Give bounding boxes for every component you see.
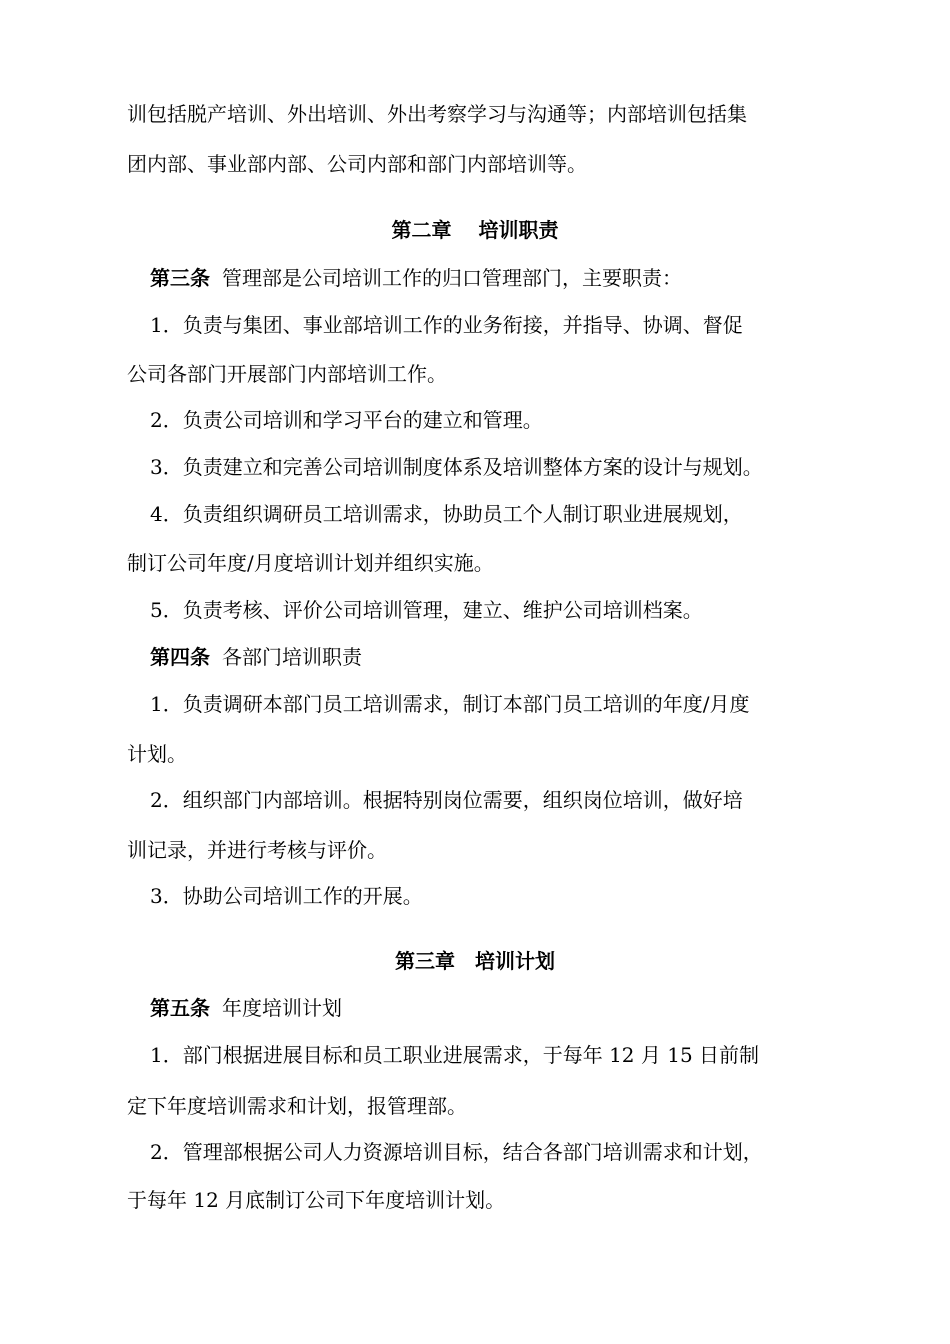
paragraph-line: 团内部、事业部内部、公司内部和部门内部培训等。: [127, 152, 587, 176]
list-item: 2．负责公司培训和学习平台的建立和管理。: [150, 408, 543, 432]
list-item: 1．负责调研本部门员工培训需求，制订本部门员工培训的年度/月度: [150, 692, 750, 716]
list-item: 2．管理部根据公司人力资源培训目标，结合各部门培训需求和计划，: [150, 1140, 763, 1164]
list-item: 4．负责组织调研员工培训需求，协助员工个人制订职业进展规划，: [150, 502, 743, 526]
list-item: 1．部门根据进展目标和员工职业进展需求，于每年 12 月 15 日前制: [150, 1043, 760, 1067]
list-item: 于每年 12 月底制订公司下年度培训计划。: [127, 1188, 506, 1212]
list-item: 制订公司年度/月度培训计划并组织实施。: [127, 551, 494, 575]
chapter-3-title: 第三章 培训计划: [395, 949, 555, 973]
paragraph-line: 训包括脱产培训、外出培训、外出考察学习与沟通等；内部培训包括集: [127, 102, 747, 126]
list-item: 计划。: [127, 742, 187, 766]
article-5: [150, 994, 950, 1022]
list-item: 1．负责与集团、事业部培训工作的业务衔接，并指导、协调、督促: [150, 313, 743, 337]
list-item: 训记录，并进行考核与评价。: [127, 838, 387, 862]
article-4: [150, 643, 950, 671]
article-3: [150, 264, 950, 292]
article-3-label: 第三条: [150, 266, 210, 290]
list-item: 定下年度培训需求和计划，报管理部。: [127, 1094, 467, 1118]
list-item: 公司各部门开展部门内部培训工作。: [127, 362, 447, 386]
article-5-label: 第五条: [150, 996, 210, 1020]
article-3-text: 管理部是公司培训工作的归口管理部门，主要职责：: [222, 266, 682, 290]
article-4-label: 第四条: [150, 645, 210, 669]
chapter-2-title: 第二章 培训职责: [391, 218, 559, 242]
article-4-text: 各部门培训职责: [222, 645, 362, 669]
list-item: 5．负责考核、评价公司培训管理，建立、维护公司培训档案。: [150, 598, 703, 622]
list-item: 3．负责建立和完善公司培训制度体系及培训整体方案的设计与规划。: [150, 455, 763, 479]
article-5-text: 年度培训计划: [222, 996, 342, 1020]
list-item: 2．组织部门内部培训。根据特别岗位需要，组织岗位培训，做好培: [150, 788, 743, 812]
list-item: 3．协助公司培训工作的开展。: [150, 884, 423, 908]
